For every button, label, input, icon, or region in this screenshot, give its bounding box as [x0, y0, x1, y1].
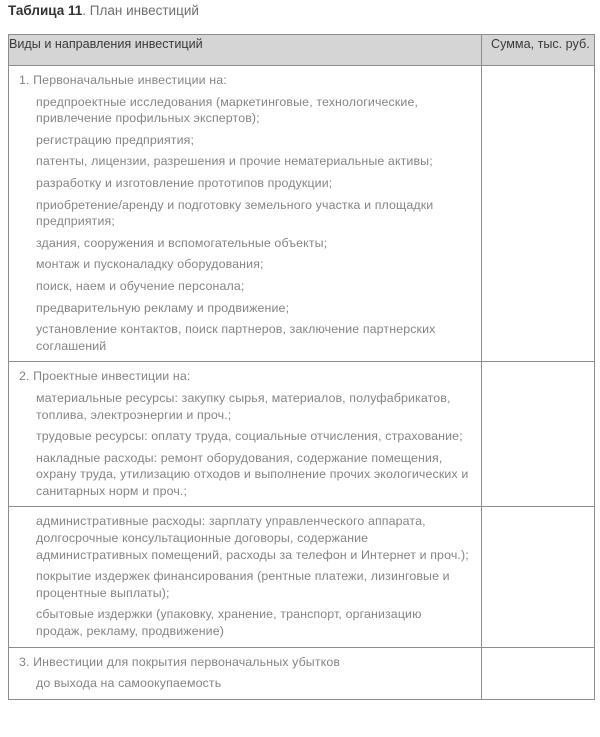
- investment-item: до выхода на самоокупаемость: [36, 676, 222, 691]
- table-row: [9, 647, 595, 699]
- investment-types-cell: [9, 507, 482, 647]
- header-row: [9, 35, 595, 66]
- investment-item: трудовые ресурсы: оплату труда, социальные отчисления, страхование;: [36, 429, 463, 444]
- table-header: [9, 35, 595, 66]
- investment-item: здания, сооружения и вспомогательные объекты;: [36, 235, 328, 250]
- row-heading: 2. Проектные инвестиции на:: [19, 369, 191, 384]
- table-body: [9, 66, 595, 700]
- table-caption-label: Таблица 11: [8, 3, 83, 18]
- investment-item: административные расходы: зарплату управленческого аппарата, долгосрочные консультационные договоры, содержание административных помещений, расходы за телефон и Интернет и проч.);: [36, 514, 469, 562]
- investment-types-cell: [9, 362, 482, 507]
- investment-item: установление контактов, поиск партнеров, заключение партнерских соглашений: [36, 322, 436, 353]
- investment-item: разработку и изготовление прототипов продукции;: [36, 175, 333, 190]
- investment-item: приобретение/аренду и подготовку земельного участка и площадки предприятия;: [36, 197, 434, 229]
- investment-item: материальные ресурсы: закупку сырья, материалов, полуфабрикатов, топлива, электроэнергии и проч.;: [36, 390, 451, 422]
- investment-item: покрытие издержек финансирования (рентные платежи, лизинговые и процентные выплаты);: [36, 569, 450, 600]
- table-caption: [8, 1, 199, 21]
- amount-cell[interactable]: [482, 66, 595, 362]
- investment-item: патенты, лицензии, разрешения и прочие нематериальные активы;: [36, 154, 433, 169]
- row-heading: 1. Первоначальные инвестиции на:: [19, 73, 227, 87]
- investment-item: сбытовые издержки (упаковку, хранение, транспорт, организацию продаж, рекламу, продвижение): [36, 607, 422, 639]
- table-row: [9, 362, 595, 507]
- investment-item: накладные расходы: ремонт оборудования, содержание помещения, охрану труда, утилизацию отходов и выполнение прочих экологических и санитарных норм и проч.;: [36, 450, 469, 498]
- investment-item: монтаж и пусконаладку оборудования;: [36, 257, 264, 272]
- investment-types-cell: [9, 647, 482, 699]
- row-heading: 3. Инвестиции для покрытия первоначальных убытков: [19, 654, 341, 669]
- amount-cell[interactable]: [482, 647, 595, 699]
- investment-item: поиск, наем и обучение персонала;: [36, 278, 245, 293]
- investment-plan-table: [8, 34, 595, 700]
- amount-cell[interactable]: [482, 507, 595, 647]
- table-row: [9, 507, 595, 647]
- amount-cell[interactable]: [482, 362, 595, 507]
- investment-item: предварительную рекламу и продвижение;: [36, 300, 290, 315]
- column-header-amount: Сумма, тыс. руб.: [482, 35, 595, 66]
- column-header-types: Виды и направления инвестиций: [9, 35, 482, 66]
- investment-item: регистрацию предприятия;: [36, 132, 195, 147]
- investment-types-cell: [9, 66, 482, 362]
- table-row: [9, 66, 595, 362]
- table-caption-text: . План инвестиций: [82, 3, 199, 18]
- investment-item: предпроектные исследования (маркетинговые, технологические, привлечение профильных экспертов);: [36, 94, 419, 126]
